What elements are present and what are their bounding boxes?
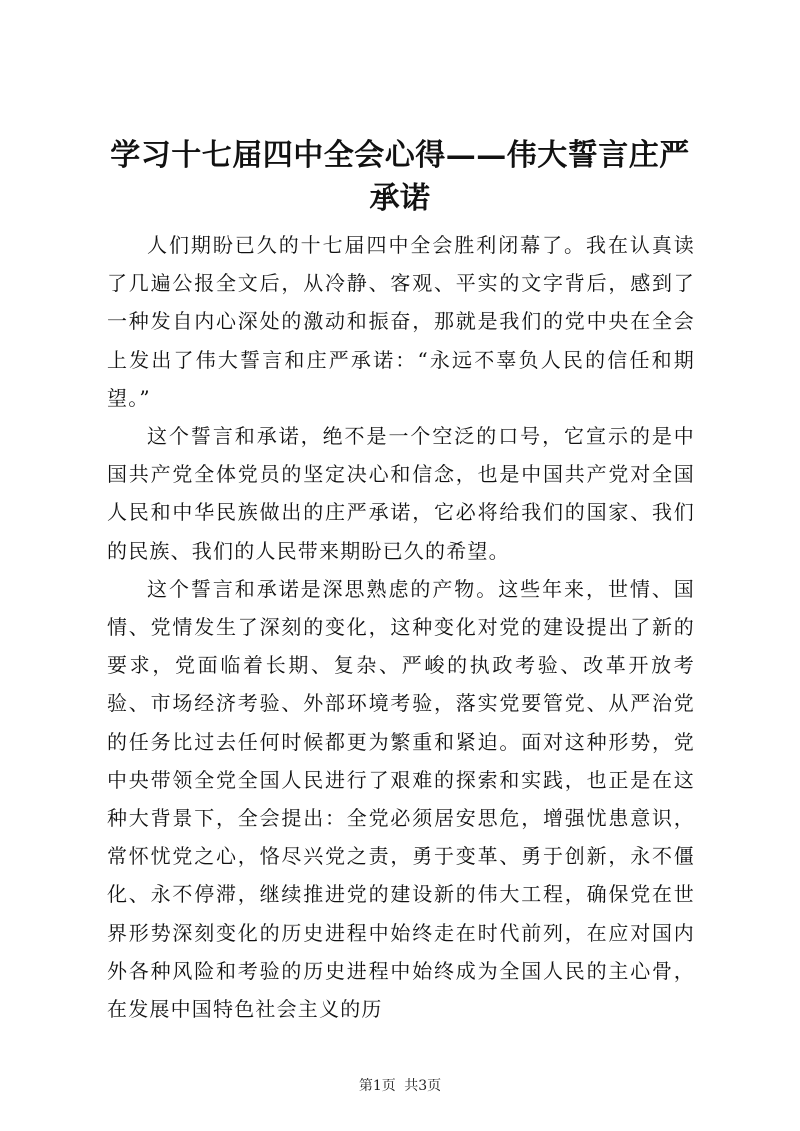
page-footer (0, 1075, 800, 1095)
paragraph-3: 这个誓言和承诺是深思熟虑的产物。这些年来，世情、国情、党情发生了深刻的变化，这种变化对党的建设提出了新的要求，党面临着长期、复杂、严峻的执政考验、改革开放考验、市场经济考验、外部环境考验，落实党要管党、从严治党的任务比过去任何时候都更为繁重和紧迫。面对这种形势，党中央带领全党全国人民进行了艰难的探索和实践，也正是在这种大背景下，全会提出：全党必须居安思危，增强忧患意识，常怀忧党之心，恪尽兴党之责，勇于变革、勇于创新，永不僵化、永不停滞，继续推进党的建设新的伟大工程，确保党在世界形势深刻变化的历史进程中始终走在时代前列，在应对国内外各种风险和考验的历史进程中始终成为全国人民的主心骨，在发展中国特色社会主义的历 (107, 576, 695, 1022)
paragraph-2: 这个誓言和承诺，绝不是一个空泛的口号，它宣示的是中国共产党全体党员的坚定决心和信念，也是中国共产党对全国人民和中华民族做出的庄严承诺，它必将给我们的国家、我们的民族、我们的人民带来期盼已久的希望。 (107, 424, 695, 563)
paragraph-1: 人们期盼已久的十七届四中全会胜利闭幕了。我在认真读了几遍公报全文后，从冷静、客观、平实的文字背后，感到了一种发自内心深处的激动和振奋，那就是我们的党中央在全会上发出了伟大誓言和庄严承诺：“永远不辜负人民的信任和期望。” (107, 233, 695, 410)
document-title: 学习十七届四中全会心得——伟大誓言庄严承诺 (110, 138, 690, 216)
document-body (107, 226, 695, 1028)
page-total: 共3页 (404, 1078, 442, 1094)
page-number: 第1页 (358, 1078, 396, 1094)
